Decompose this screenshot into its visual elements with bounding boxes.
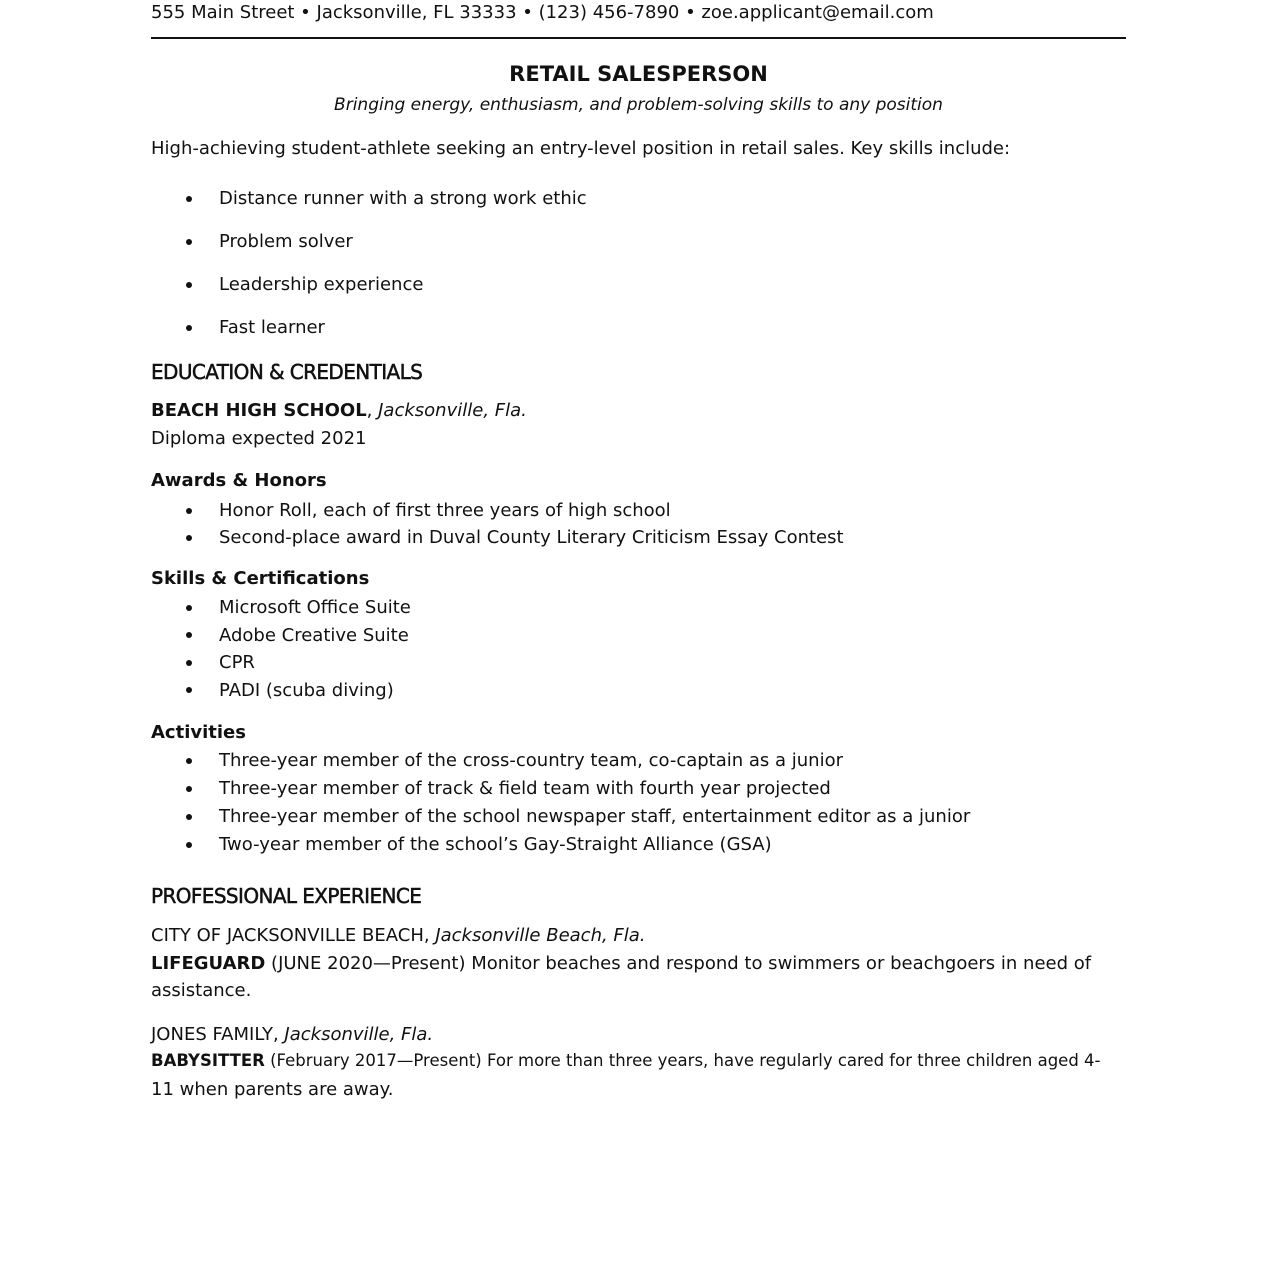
job-role: LIFEGUARD — [151, 953, 266, 974]
resume-tagline: Bringing energy, enthusiasm, and problem-solving skills to any position — [334, 95, 943, 115]
job-details-continued: 11 when parents are away. — [151, 1079, 394, 1100]
list-item: Microsoft Office Suite — [151, 594, 411, 622]
activities-heading: Activities — [151, 722, 246, 743]
awards-heading: Awards & Honors — [151, 470, 327, 491]
bullet-icon — [186, 842, 192, 848]
list-item: CPR — [151, 649, 411, 677]
bullet-icon — [186, 508, 192, 514]
job-details: (February 2017—Present) For more than three years, have regularly cared for three children aged 4- — [264, 1051, 1101, 1070]
job-details-continued: assistance. — [151, 980, 252, 1001]
employer-name: CITY OF JACKSONVILLE BEACH — [151, 925, 424, 946]
bullet-icon — [186, 660, 192, 666]
list-item: PADI (scuba diving) — [151, 677, 411, 705]
employer-location: Jacksonville, Fla. — [284, 1024, 434, 1045]
school-line: BEACH HIGH SCHOOL, Jacksonville, Fla. — [151, 400, 527, 421]
list-item: Adobe Creative Suite — [151, 622, 411, 650]
school-name: BEACH HIGH SCHOOL — [151, 400, 367, 421]
bullet-icon — [186, 239, 192, 245]
job-role: BABYSITTER — [151, 1051, 265, 1070]
bullet-icon — [186, 687, 192, 693]
resume-title: RETAIL SALESPERSON — [509, 62, 768, 86]
key-skills-list — [151, 177, 587, 349]
bullet-icon — [186, 632, 192, 638]
bullet-icon — [186, 786, 192, 792]
list-item: Leadership experience — [151, 263, 587, 306]
list-item: Distance runner with a strong work ethic — [151, 177, 587, 220]
experience-heading: PROFESSIONAL EXPERIENCE — [151, 884, 422, 908]
bullet-icon — [186, 814, 192, 820]
awards-list — [151, 497, 844, 551]
employer-name: JONES FAMILY — [151, 1024, 273, 1045]
bullet-icon — [186, 535, 192, 541]
list-item: Three-year member of track & field team with fourth year projected — [151, 775, 970, 803]
school-location: Jacksonville, Fla. — [378, 400, 527, 421]
list-item: Three-year member of the school newspaper staff, entertainment editor as a junior — [151, 803, 970, 831]
bullet-icon — [186, 605, 192, 611]
list-item: Two-year member of the school’s Gay-Straight Alliance (GSA) — [151, 831, 970, 859]
diploma-line: Diploma expected 2021 — [151, 428, 367, 449]
resume-page — [151, 0, 1126, 1275]
bullet-icon — [186, 196, 192, 202]
contact-line: 555 Main Street • Jacksonville, FL 33333 • (123) 456-7890 • zoe.applicant@email.com — [151, 2, 934, 23]
skills-certifications-heading: Skills & Certifications — [151, 568, 370, 589]
list-item: Second-place award in Duval County Literary Criticism Essay Contest — [151, 524, 844, 551]
job-employer-line: JONES FAMILY, Jacksonville, Fla. — [151, 1024, 434, 1045]
certifications-list — [151, 594, 411, 704]
list-item: Fast learner — [151, 306, 587, 349]
header-divider — [151, 37, 1126, 39]
employer-location: Jacksonville Beach, Fla. — [435, 925, 646, 946]
list-item: Three-year member of the cross-country team, co-captain as a junior — [151, 747, 970, 775]
job-details-line — [151, 1048, 1101, 1074]
bullet-icon — [186, 758, 192, 764]
education-heading: EDUCATION & CREDENTIALS — [151, 360, 423, 384]
job-details-line — [151, 951, 1091, 977]
bullet-icon — [186, 282, 192, 288]
summary-intro: High-achieving student-athlete seeking an entry-level position in retail sales. Key skills include: — [151, 138, 1011, 159]
job-details: (JUNE 2020—Present) Monitor beaches and respond to swimmers or beachgoers in need of — [265, 953, 1092, 974]
bullet-icon — [186, 325, 192, 331]
list-item: Problem solver — [151, 220, 587, 263]
list-item: Honor Roll, each of first three years of high school — [151, 497, 844, 524]
job-employer-line: CITY OF JACKSONVILLE BEACH, Jacksonville Beach, Fla. — [151, 925, 646, 946]
activities-list — [151, 747, 970, 859]
